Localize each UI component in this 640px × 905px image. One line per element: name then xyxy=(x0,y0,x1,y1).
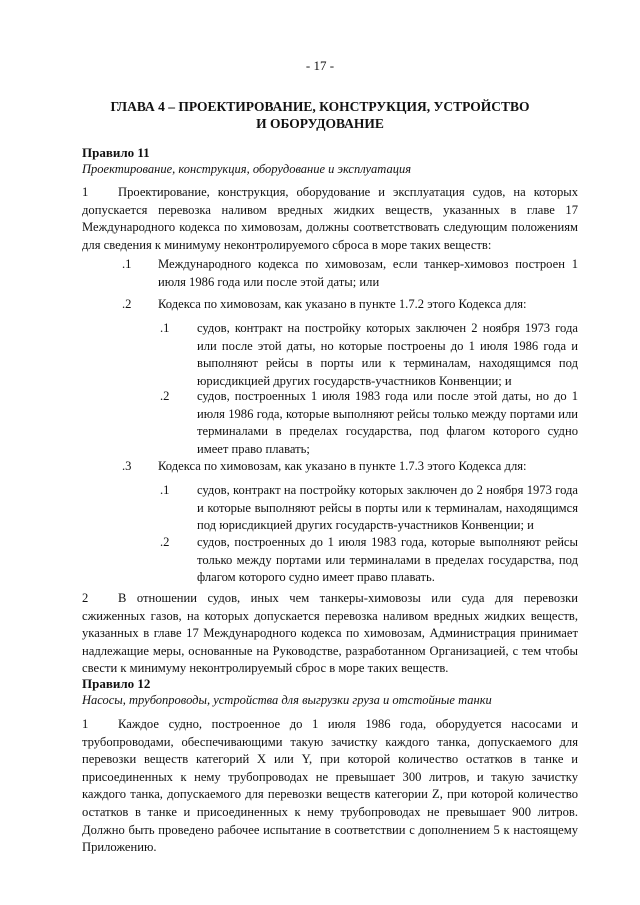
rule-11-title: Правило 11 xyxy=(82,145,150,160)
paragraph-number: 2 xyxy=(82,591,89,605)
list-item: Кодекса по химовозам, как указано в пункте 1.7.3 этого Кодекса для: xyxy=(158,459,527,473)
item-number: .3 xyxy=(122,459,132,473)
list-item: Кодекса по химовозам, как указано в пункте 1.7.2 этого Кодекса для: xyxy=(158,297,527,311)
subitem-number: .1 xyxy=(160,321,170,335)
chapter-title xyxy=(70,98,570,132)
sub-list-item: судов, построенных 1 июля 1983 года или после этой даты, но до 1 июля 1986 года, которые выполняют рейсы только между портами или терминалами в пределах государства, под флагом которого судно имеет право плавать; xyxy=(197,389,578,456)
rule-12-paragraph-1: Каждое судно, построенное до 1 июля 1986 года, оборудуется насосами и трубопроводами, обеспечивающими такую зачистку каждого танка, допускаемого для перевозки веществ категорий X или Y, при которой количество остатков в танке и присоединенных к нему трубопроводах не превышает 300 литров, и такую зачистку каждого танка, допускаемого для перевозки веществ категории Z, при которой количество остатков в танке и присоединенных к нему трубопроводах не превышает 900 литров. Должно быть проведено рабочее испытание в соответствии с дополнением 5 к настоящему Приложению. xyxy=(82,717,578,855)
subitem-number: .2 xyxy=(160,535,170,549)
list-item: Международного кодекса по химовозам, если танкер-химовоз построен 1 июля 1986 года или после этой даты; или xyxy=(158,257,578,289)
page-number: - 17 - xyxy=(305,58,335,73)
item-number: .2 xyxy=(122,297,132,311)
rule-12-subtitle: Насосы, трубопроводы, устройства для выгрузки груза и отстойные танки xyxy=(82,693,492,707)
item-number: .1 xyxy=(122,257,132,271)
rule-12-title: Правило 12 xyxy=(82,676,151,691)
rule-11-paragraph-1: Проектирование, конструкция, оборудование и эксплуатация судов, на которых допускается перевозка наливом вредных жидких веществ, указанных в главе 17 Международного кодекса по химовозам, должны соответствовать следующим положениям для сведения к минимуму неконтролируемого сброса в море таких веществ: xyxy=(82,185,578,252)
subitem-number: .2 xyxy=(160,389,170,403)
chapter-title-line-2: И ОБОРУДОВАНИЕ xyxy=(256,116,384,131)
paragraph-number: 1 xyxy=(82,717,89,731)
rule-11-paragraph-2: В отношении судов, иных чем танкеры-химовозы или суда для перевозки сжиженных газов, на которых допускается перевозка наливом вредных жидких веществ, указанных в главе 17 Международного кодекса по химовозам, Администрация принимает надлежащие меры, основанные на Руководстве, разработанном Организацией, с тем чтобы свести к минимуму неконтролируемый сброс в море таких веществ. xyxy=(82,591,578,676)
paragraph-number: 1 xyxy=(82,185,89,199)
sub-list-item: судов, контракт на постройку которых заключен 2 ноября 1973 года или после этой даты, но которые построены до 1 июля 1986 года и выполняют рейсы в порты или к терминалам, находящимся под юрисдикцией других государств-участников Конвенции; и xyxy=(197,321,578,388)
chapter-title-line-1: ГЛАВА 4 – ПРОЕКТИРОВАНИЕ, КОНСТРУКЦИЯ, УСТРОЙСТВО xyxy=(110,99,530,114)
sub-list-item: судов, построенных до 1 июля 1983 года, которые выполняют рейсы только между портами или терминалами в пределах государства, под флагом которого судно имеет право плавать. xyxy=(197,535,578,585)
sub-list-item: судов, контракт на постройку которых заключен до 2 ноября 1973 года и которые выполняют рейсы в порты или к терминалам, находящимся под юрисдикцией других государств-участников Конвенции; и xyxy=(197,483,578,533)
rule-11-subtitle: Проектирование, конструкция, оборудование и эксплуатация xyxy=(82,162,412,176)
subitem-number: .1 xyxy=(160,483,170,497)
